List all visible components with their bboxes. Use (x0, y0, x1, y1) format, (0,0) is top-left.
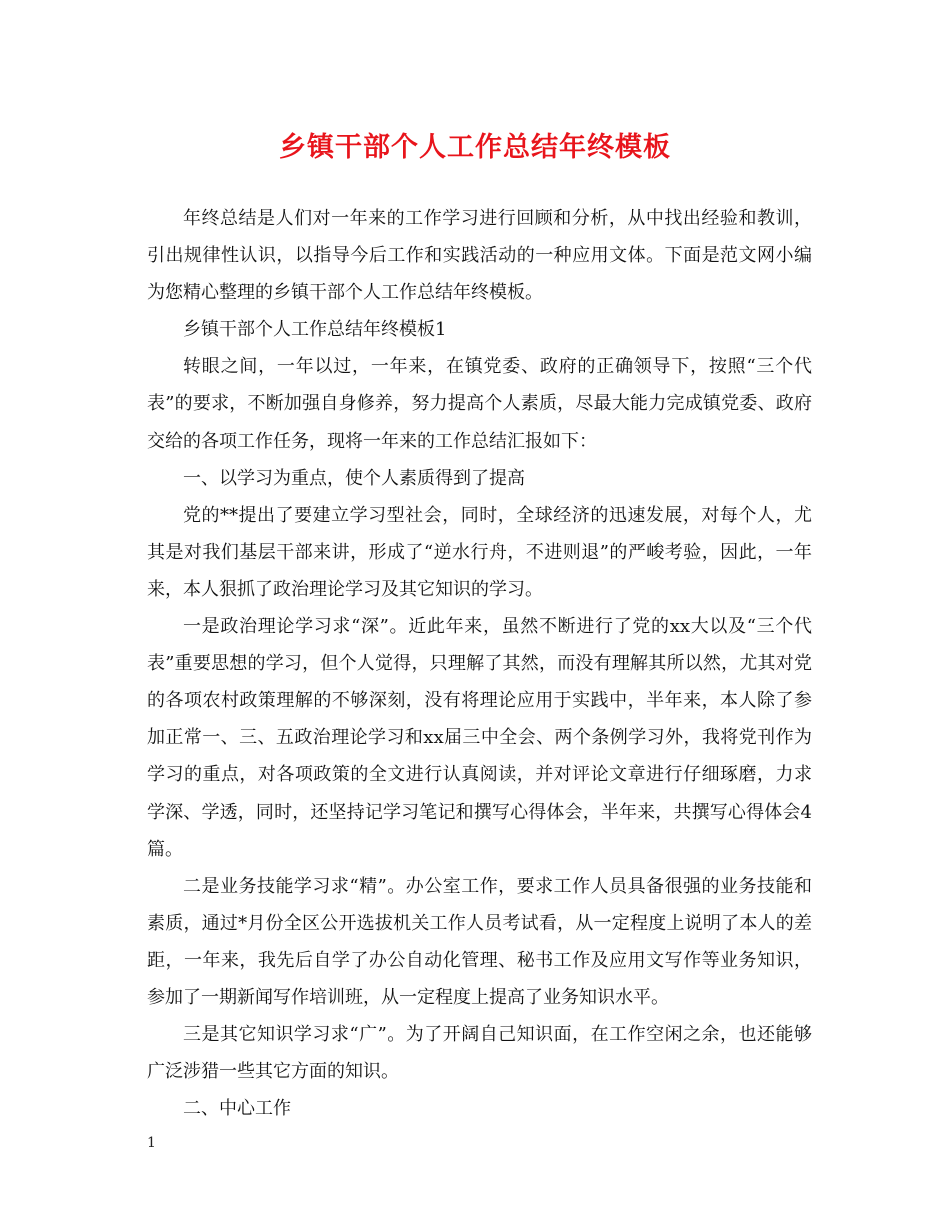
paragraph-study-overview: 党的**提出了要建立学习型社会，同时，全球经济的迅速发展，对每个人，尤其是对我们基层干部来讲，形成了“逆水行舟，不进则退”的严峻考验，因此，一年来，本人狠抓了政治理论学习及其它知识的学习。 (147, 504, 812, 600)
paragraph-template-heading: 乡镇干部个人工作总结年终模板1 (183, 319, 447, 341)
page-number: 1 (147, 1135, 156, 1151)
section-heading-study: 一、以学习为重点，使个人素质得到了提高 (183, 467, 525, 489)
paragraph-political-theory: 一是政治理论学习求“深”。近此年来，虽然不断进行了党的xx大以及“三个代表”重要思想的学习，但个人觉得，只理解了其然，而没有理解其所以然，尤其对党的各项农村政策理解的不够深刻，没有将理论应用于实践中，半年来，本人除了参加正常一、三、五政治理论学习和xx届三中全会、两个条例学习外，我将党刊作为学习的重点，对各项政策的全文进行认真阅读，并对评论文章进行仔细琢磨，力求学深、学透，同时，还坚持记学习笔记和撰写心得体会，半年来，共撰写心得体会4篇。 (147, 616, 812, 860)
document-body (147, 200, 812, 1127)
paragraph-opening: 转眼之间，一年以过，一年来，在镇党委、政府的正确领导下，按照“三个代表”的要求，不断加强自身修养，努力提高个人素质，尽最大能力完成镇党委、政府交给的各项工作任务，现将一年来的工作总结汇报如下： (147, 356, 812, 452)
paragraph-other-knowledge: 三是其它知识学习求“广”。为了开阔自己知识面，在工作空闲之余，也还能够广泛涉猎一些其它方面的知识。 (147, 1024, 812, 1083)
section-heading-central-work: 二、中心工作 (183, 1098, 291, 1120)
paragraph-intro: 年终总结是人们对一年来的工作学习进行回顾和分析，从中找出经验和教训，引出规律性认识，以指导今后工作和实践活动的一种应用文体。下面是范文网小编为您精心整理的乡镇干部个人工作总结年终模板。 (147, 208, 812, 304)
document-title: 乡镇干部个人工作总结年终模板 (279, 132, 671, 163)
paragraph-business-skills: 二是业务技能学习求“精”。办公室工作，要求工作人员具备很强的业务技能和素质，通过*月份全区公开选拔机关工作人员考试看，从一定程度上说明了本人的差距，一年来，我先后自学了办公自动化管理、秘书工作及应用文写作等业务知识，参加了一期新闻写作培训班，从一定程度上提高了业务知识水平。 (147, 875, 812, 1008)
